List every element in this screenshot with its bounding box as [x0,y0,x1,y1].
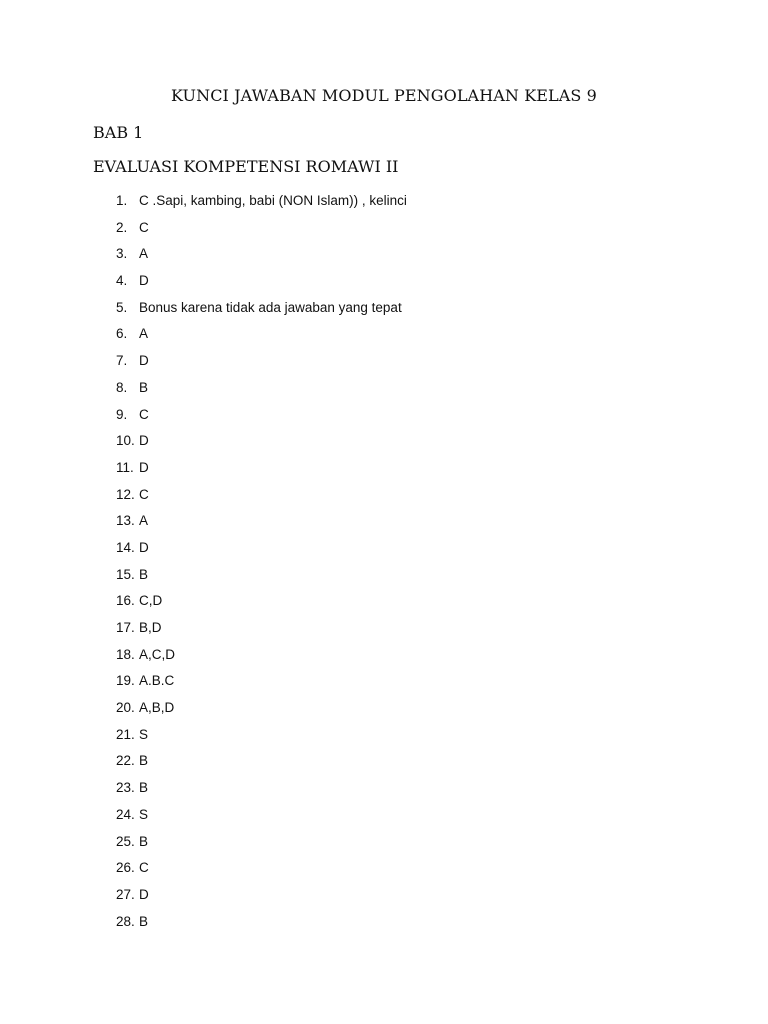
answer-item [0,351,768,378]
answer-number: 12. [116,486,135,502]
answer-text: C [139,486,149,502]
answer-item [0,485,768,512]
answer-number: 3. [116,246,128,262]
answer-text: B [139,833,149,849]
answer-text: A.B.C [139,673,175,689]
section-heading: EVALUASI KOMPETENSI ROMAWI II [93,157,399,176]
answer-item [0,511,768,538]
answer-text: D [139,886,149,902]
answer-text: D [139,353,149,369]
answer-item [0,324,768,351]
answer-item [0,191,768,218]
answer-text: S [139,806,149,822]
answer-number: 10. [116,433,135,449]
answer-item [0,778,768,805]
chapter-heading: BAB 1 [93,123,144,142]
answer-item [0,885,768,912]
answer-number: 5. [116,299,128,315]
answer-item [0,298,768,325]
answer-text: C [139,406,149,422]
answer-number: 13. [116,513,135,529]
answer-text: A [139,246,149,262]
answer-item [0,645,768,672]
answer-item [0,912,768,939]
answer-number: 11. [116,459,134,475]
answer-text: B [139,566,149,582]
answer-text: B [139,780,149,796]
answer-number: 23. [116,780,135,796]
answer-text: D [139,459,149,475]
answer-number: 7. [116,353,128,369]
answer-number: 16. [116,593,135,609]
answer-item [0,538,768,565]
answer-item [0,244,768,271]
answer-text: D [139,539,149,555]
answer-number: 8. [116,379,128,395]
answer-number: 9. [116,406,128,422]
answer-text: A [139,513,149,529]
answer-item [0,218,768,245]
answer-number: 14. [116,539,135,555]
answer-item [0,858,768,885]
answer-text: C .Sapi, kambing, babi (NON Islam)) , kelinci [139,193,407,208]
answer-item [0,751,768,778]
answer-number: 26. [116,860,135,876]
answer-text: D [139,273,149,289]
answer-item [0,431,768,458]
answer-number: 19. [116,673,135,689]
answer-item [0,671,768,698]
answer-number: 18. [116,646,135,662]
answer-text: A,C,D [139,646,176,662]
answer-text: A [139,326,149,342]
answer-number: 24. [116,806,135,822]
answer-item [0,271,768,298]
answer-item [0,565,768,592]
answer-text: B [139,753,149,769]
answer-text: S [139,726,149,742]
document-title: KUNCI JAWABAN MODUL PENGOLAHAN KELAS 9 [171,86,597,105]
answer-text: C,D [139,593,163,609]
answer-number: 15. [116,566,135,582]
answer-number: 1. [116,193,128,208]
answer-number: 17. [116,620,135,635]
answer-number: 21. [116,726,135,742]
answer-item [0,832,768,859]
answer-list [0,191,768,938]
answer-text: D [139,433,149,449]
answer-number: 2. [116,219,128,235]
answer-number: 22. [116,753,135,769]
answer-item [0,458,768,485]
answer-text: B,D [139,620,162,635]
answer-number: 28. [116,913,135,929]
answer-item [0,378,768,405]
answer-number: 20. [116,700,135,716]
answer-text: C [139,219,149,235]
answer-item [0,405,768,432]
answer-item [0,618,768,645]
answer-text: A,B,D [139,700,175,716]
answer-text: C [139,860,149,876]
answer-number: 27. [116,886,135,902]
answer-item [0,805,768,832]
answer-item [0,725,768,752]
answer-item [0,591,768,618]
answer-text: Bonus karena tidak ada jawaban yang tepat [139,299,402,315]
answer-text: B [139,379,149,395]
answer-number: 6. [116,326,128,342]
answer-item [0,698,768,725]
answer-number: 4. [116,273,128,289]
answer-number: 25. [116,833,135,849]
answer-text: B [139,913,149,929]
